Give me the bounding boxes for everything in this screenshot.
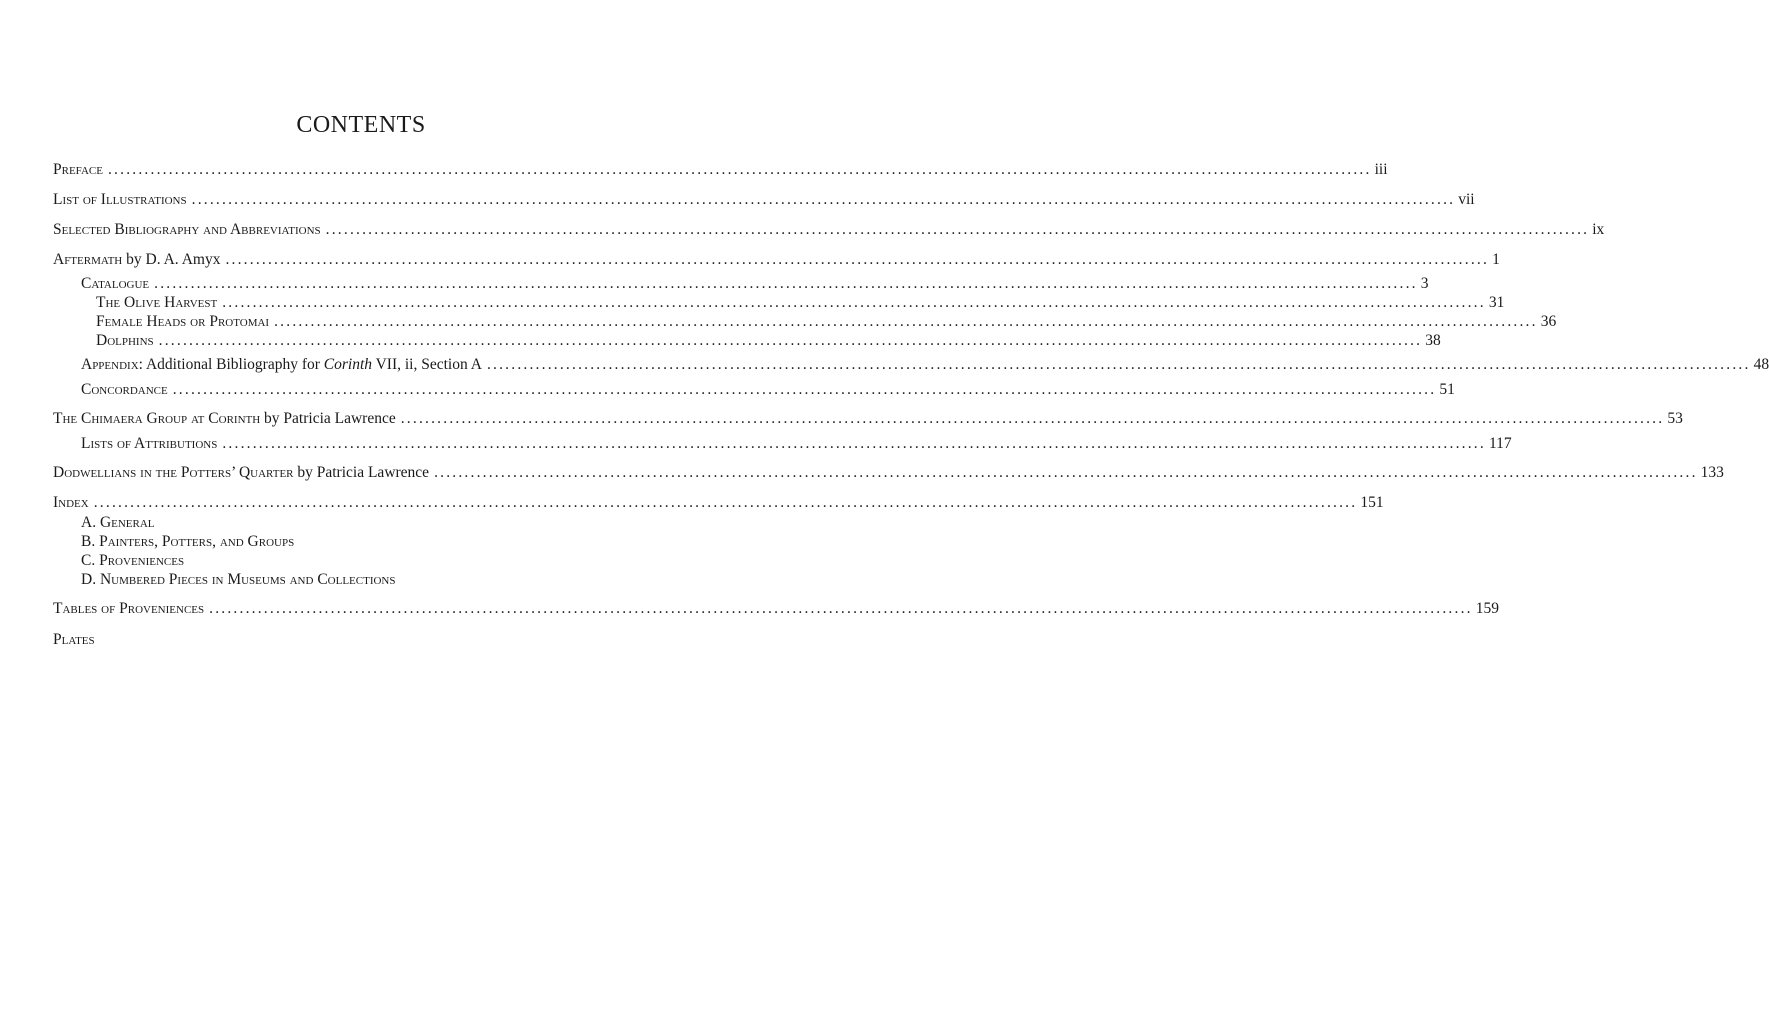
dot-leader: ................................................................................................................................................................................................................ <box>274 313 1538 330</box>
toc-entry-dodwellians <box>53 463 1724 483</box>
toc-label-text: : Additional Bibliography for <box>138 356 324 373</box>
toc-entry-tables-of-proveniences <box>53 599 1499 619</box>
dot-leader: ................................................................................................................................................................................................................ <box>486 356 1751 373</box>
toc-label-author: by Patricia Lawrence <box>293 464 430 481</box>
dot-leader: ................................................................................................................................................................................................................ <box>158 332 1423 349</box>
toc-label-italic: Corinth <box>323 356 373 373</box>
index-label: Numbered Pieces in Museums and Collections <box>99 571 396 588</box>
dot-leader: ................................................................................................................................................................................................................ <box>225 251 1490 268</box>
toc-entry-olive-harvest <box>96 293 1505 313</box>
toc-entry-index <box>53 493 1384 513</box>
dot-leader: ................................................................................................................................................................................................................ <box>325 221 1590 238</box>
dot-leader: ................................................................................................................................................................................................................ <box>222 294 1486 311</box>
toc-label: Concordance <box>81 381 168 398</box>
dot-leader: ................................................................................................................................................................................................................ <box>107 161 1372 178</box>
index-label: General <box>99 514 155 531</box>
index-letter: A. <box>81 514 100 531</box>
toc-entry-dolphins <box>96 331 1441 351</box>
toc-label: List of Illustrations <box>53 191 187 208</box>
toc-page-number: 133 <box>1700 464 1724 481</box>
toc-label: Preface <box>53 161 103 178</box>
toc-entry-lists-of-attributions <box>81 434 1512 454</box>
toc-page-number: 3 <box>1420 275 1429 292</box>
toc-label-text-end: VII, ii, Section A <box>372 356 482 373</box>
index-label: Painters, Potters, and Groups <box>99 533 295 550</box>
toc-label-title: Dodwellians in the Potters’ Quarter <box>53 464 294 481</box>
dot-leader: ................................................................................................................................................................................................................ <box>209 600 1473 617</box>
index-letter: C. <box>81 552 100 569</box>
toc-label: The Olive Harvest <box>96 294 218 311</box>
toc-page-number: vii <box>1458 191 1475 208</box>
toc-label-title: The Chimaera Group at Corinth <box>53 410 261 427</box>
dot-leader: ................................................................................................................................................................................................................ <box>400 410 1665 427</box>
page-title: CONTENTS <box>296 112 426 138</box>
dot-leader: ................................................................................................................................................................................................................ <box>191 191 1456 208</box>
toc-page-number: 51 <box>1439 381 1455 398</box>
index-letter: B. <box>81 533 100 550</box>
toc-label <box>53 250 220 270</box>
toc-label-title: Aftermath <box>53 251 123 268</box>
index-subentry-numbered-pieces <box>81 570 396 590</box>
toc-entry-appendix <box>81 355 1769 375</box>
toc-entry-chimaera-group <box>53 409 1683 429</box>
toc-page-number: 117 <box>1488 435 1512 452</box>
toc-entry-plates: Plates <box>53 631 95 648</box>
index-label: Proveniences <box>99 552 185 569</box>
index-subentry-proveniences <box>81 551 184 571</box>
toc-entry-preface <box>53 160 1388 180</box>
toc-label: Dolphins <box>96 332 154 349</box>
toc-page-number: 48 <box>1753 356 1769 373</box>
toc-label <box>81 355 482 375</box>
toc-entry-female-heads <box>96 312 1557 332</box>
dot-leader: ................................................................................................................................................................................................................ <box>434 464 1698 481</box>
dot-leader: ................................................................................................................................................................................................................ <box>172 381 1437 398</box>
toc-label-author: by Patricia Lawrence <box>260 410 396 427</box>
index-subentry-painters <box>81 532 294 552</box>
toc-entry-concordance <box>81 380 1455 400</box>
toc-page-number: 1 <box>1492 251 1500 268</box>
toc-page-number: 53 <box>1667 410 1683 427</box>
toc-entry-catalogue <box>81 274 1429 294</box>
toc-label <box>53 409 396 429</box>
toc-label: Tables of Proveniences <box>53 600 205 617</box>
toc-label <box>53 463 429 483</box>
toc-page-number: 159 <box>1475 600 1499 617</box>
index-subentry-general <box>81 513 155 533</box>
toc-page-number: 36 <box>1540 313 1557 330</box>
toc-page-number: ix <box>1592 221 1605 238</box>
toc-label: Female Heads or Protomai <box>96 313 270 330</box>
dot-leader: ................................................................................................................................................................................................................ <box>154 275 1418 292</box>
toc-page-number: 151 <box>1360 494 1384 511</box>
toc-page-number: 38 <box>1425 332 1441 349</box>
toc-label: Selected Bibliography and Abbreviations <box>53 221 321 238</box>
toc-label: Index <box>53 494 89 511</box>
toc-label-title: Appendix <box>81 356 139 373</box>
dot-leader: ................................................................................................................................................................................................................ <box>93 494 1358 511</box>
toc-page-number: 31 <box>1488 294 1505 311</box>
toc-entry-aftermath <box>53 250 1500 270</box>
toc-entry-list-of-illustrations <box>53 190 1475 210</box>
toc-label-author: by D. A. Amyx <box>122 251 221 268</box>
dot-leader: ................................................................................................................................................................................................................ <box>222 435 1486 452</box>
toc-label: Catalogue <box>81 275 150 292</box>
index-letter: D. <box>81 571 100 588</box>
toc-entry-bibliography <box>53 220 1605 240</box>
toc-label: Lists of Attributions <box>81 435 218 452</box>
toc-page-number: iii <box>1374 161 1388 178</box>
